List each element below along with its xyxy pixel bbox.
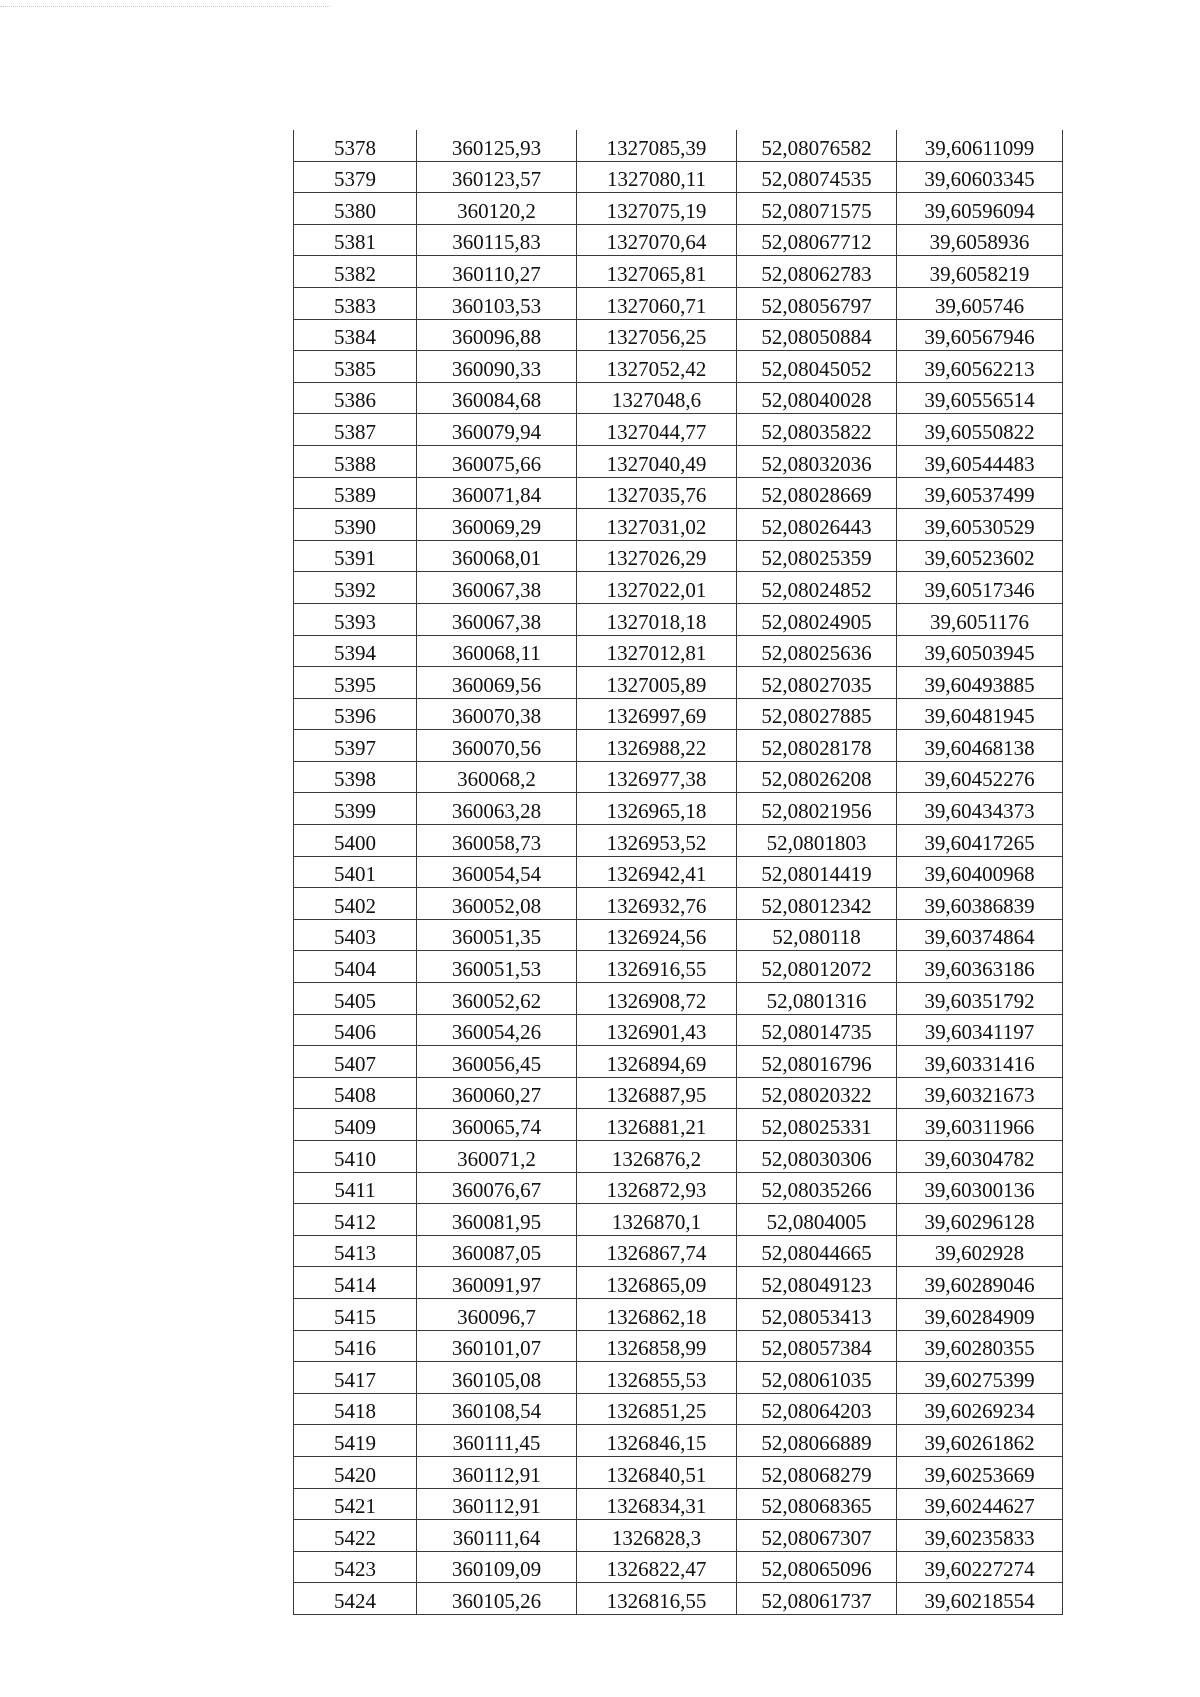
- table-row: [294, 1583, 1063, 1615]
- x-coordinate-cell: 360105,26: [417, 1583, 577, 1615]
- latitude-cell: 52,08032036: [737, 445, 897, 477]
- longitude-cell: 39,60596094: [897, 193, 1063, 225]
- table-row: [294, 1488, 1063, 1520]
- x-coordinate-cell: 360051,53: [417, 951, 577, 983]
- point-number-cell: 5410: [294, 1141, 417, 1173]
- y-coordinate-cell: 1326988,22: [577, 730, 737, 762]
- table-row: [294, 414, 1063, 446]
- latitude-cell: 52,08076582: [737, 130, 897, 161]
- point-number-cell: 5416: [294, 1330, 417, 1362]
- longitude-cell: 39,60253669: [897, 1456, 1063, 1488]
- latitude-cell: 52,08027885: [737, 698, 897, 730]
- latitude-cell: 52,080118: [737, 919, 897, 951]
- point-number-cell: 5418: [294, 1393, 417, 1425]
- latitude-cell: 52,08061737: [737, 1583, 897, 1615]
- point-number-cell: 5379: [294, 161, 417, 193]
- longitude-cell: 39,60481945: [897, 698, 1063, 730]
- longitude-cell: 39,60562213: [897, 351, 1063, 383]
- x-coordinate-cell: 360058,73: [417, 825, 577, 857]
- point-number-cell: 5385: [294, 351, 417, 383]
- y-coordinate-cell: 1327065,81: [577, 256, 737, 288]
- y-coordinate-cell: 1326846,15: [577, 1425, 737, 1457]
- table-row: [294, 1551, 1063, 1583]
- table-row: [294, 635, 1063, 667]
- latitude-cell: 52,0801803: [737, 825, 897, 857]
- table-row: [294, 888, 1063, 920]
- latitude-cell: 52,08040028: [737, 382, 897, 414]
- x-coordinate-cell: 360060,27: [417, 1077, 577, 1109]
- point-number-cell: 5389: [294, 477, 417, 509]
- y-coordinate-cell: 1326901,43: [577, 1014, 737, 1046]
- y-coordinate-cell: 1327035,76: [577, 477, 737, 509]
- point-number-cell: 5412: [294, 1204, 417, 1236]
- point-number-cell: 5408: [294, 1077, 417, 1109]
- point-number-cell: 5383: [294, 287, 417, 319]
- y-coordinate-cell: 1327060,71: [577, 287, 737, 319]
- latitude-cell: 52,08035822: [737, 414, 897, 446]
- point-number-cell: 5401: [294, 856, 417, 888]
- longitude-cell: 39,605746: [897, 287, 1063, 319]
- longitude-cell: 39,60280355: [897, 1330, 1063, 1362]
- longitude-cell: 39,6051176: [897, 603, 1063, 635]
- latitude-cell: 52,08012072: [737, 951, 897, 983]
- longitude-cell: 39,60321673: [897, 1077, 1063, 1109]
- y-coordinate-cell: 1326862,18: [577, 1298, 737, 1330]
- latitude-cell: 52,08065096: [737, 1551, 897, 1583]
- coordinates-table: [293, 130, 1063, 1615]
- latitude-cell: 52,08053413: [737, 1298, 897, 1330]
- x-coordinate-cell: 360052,08: [417, 888, 577, 920]
- point-number-cell: 5395: [294, 667, 417, 699]
- latitude-cell: 52,08044665: [737, 1235, 897, 1267]
- longitude-cell: 39,60227274: [897, 1551, 1063, 1583]
- table-row: [294, 856, 1063, 888]
- x-coordinate-cell: 360105,08: [417, 1362, 577, 1394]
- longitude-cell: 39,60468138: [897, 730, 1063, 762]
- y-coordinate-cell: 1327031,02: [577, 509, 737, 541]
- longitude-cell: 39,60331416: [897, 1046, 1063, 1078]
- table-row: [294, 825, 1063, 857]
- latitude-cell: 52,08035266: [737, 1172, 897, 1204]
- table-row: [294, 1077, 1063, 1109]
- longitude-cell: 39,60374864: [897, 919, 1063, 951]
- point-number-cell: 5423: [294, 1551, 417, 1583]
- table-row: [294, 256, 1063, 288]
- table-row: [294, 477, 1063, 509]
- x-coordinate-cell: 360087,05: [417, 1235, 577, 1267]
- point-number-cell: 5378: [294, 130, 417, 161]
- y-coordinate-cell: 1326865,09: [577, 1267, 737, 1299]
- x-coordinate-cell: 360070,38: [417, 698, 577, 730]
- y-coordinate-cell: 1327052,42: [577, 351, 737, 383]
- point-number-cell: 5422: [294, 1520, 417, 1552]
- longitude-cell: 39,60503945: [897, 635, 1063, 667]
- x-coordinate-cell: 360079,94: [417, 414, 577, 446]
- latitude-cell: 52,08056797: [737, 287, 897, 319]
- latitude-cell: 52,08028669: [737, 477, 897, 509]
- x-coordinate-cell: 360096,88: [417, 319, 577, 351]
- table-row: [294, 1014, 1063, 1046]
- point-number-cell: 5381: [294, 224, 417, 256]
- table-row: [294, 540, 1063, 572]
- table-row: [294, 1046, 1063, 1078]
- x-coordinate-cell: 360071,84: [417, 477, 577, 509]
- longitude-cell: 39,60341197: [897, 1014, 1063, 1046]
- y-coordinate-cell: 1327075,19: [577, 193, 737, 225]
- x-coordinate-cell: 360068,01: [417, 540, 577, 572]
- y-coordinate-cell: 1326858,99: [577, 1330, 737, 1362]
- longitude-cell: 39,60289046: [897, 1267, 1063, 1299]
- longitude-cell: 39,60351792: [897, 983, 1063, 1015]
- point-number-cell: 5380: [294, 193, 417, 225]
- longitude-cell: 39,60235833: [897, 1520, 1063, 1552]
- longitude-cell: 39,60218554: [897, 1583, 1063, 1615]
- latitude-cell: 52,08028178: [737, 730, 897, 762]
- latitude-cell: 52,08020322: [737, 1077, 897, 1109]
- y-coordinate-cell: 1326828,3: [577, 1520, 737, 1552]
- table-row: [294, 445, 1063, 477]
- x-coordinate-cell: 360070,56: [417, 730, 577, 762]
- longitude-cell: 39,60386839: [897, 888, 1063, 920]
- y-coordinate-cell: 1326997,69: [577, 698, 737, 730]
- longitude-cell: 39,6058936: [897, 224, 1063, 256]
- x-coordinate-cell: 360103,53: [417, 287, 577, 319]
- y-coordinate-cell: 1327070,64: [577, 224, 737, 256]
- latitude-cell: 52,08066889: [737, 1425, 897, 1457]
- point-number-cell: 5424: [294, 1583, 417, 1615]
- x-coordinate-cell: 360076,67: [417, 1172, 577, 1204]
- point-number-cell: 5407: [294, 1046, 417, 1078]
- y-coordinate-cell: 1327048,6: [577, 382, 737, 414]
- longitude-cell: 39,6058219: [897, 256, 1063, 288]
- y-coordinate-cell: 1326876,2: [577, 1141, 737, 1173]
- point-number-cell: 5387: [294, 414, 417, 446]
- x-coordinate-cell: 360110,27: [417, 256, 577, 288]
- point-number-cell: 5392: [294, 572, 417, 604]
- latitude-cell: 52,08012342: [737, 888, 897, 920]
- latitude-cell: 52,08068279: [737, 1456, 897, 1488]
- table-row: [294, 161, 1063, 193]
- point-number-cell: 5417: [294, 1362, 417, 1394]
- x-coordinate-cell: 360056,45: [417, 1046, 577, 1078]
- latitude-cell: 52,08027035: [737, 667, 897, 699]
- latitude-cell: 52,08074535: [737, 161, 897, 193]
- y-coordinate-cell: 1326932,76: [577, 888, 737, 920]
- x-coordinate-cell: 360065,74: [417, 1109, 577, 1141]
- longitude-cell: 39,60300136: [897, 1172, 1063, 1204]
- latitude-cell: 52,08049123: [737, 1267, 897, 1299]
- y-coordinate-cell: 1326855,53: [577, 1362, 737, 1394]
- table-row: [294, 224, 1063, 256]
- x-coordinate-cell: 360090,33: [417, 351, 577, 383]
- latitude-cell: 52,08061035: [737, 1362, 897, 1394]
- latitude-cell: 52,08057384: [737, 1330, 897, 1362]
- longitude-cell: 39,60363186: [897, 951, 1063, 983]
- latitude-cell: 52,08030306: [737, 1141, 897, 1173]
- x-coordinate-cell: 360112,91: [417, 1456, 577, 1488]
- y-coordinate-cell: 1327018,18: [577, 603, 737, 635]
- point-number-cell: 5415: [294, 1298, 417, 1330]
- longitude-cell: 39,60517346: [897, 572, 1063, 604]
- x-coordinate-cell: 360067,38: [417, 572, 577, 604]
- longitude-cell: 39,60275399: [897, 1362, 1063, 1394]
- x-coordinate-cell: 360069,29: [417, 509, 577, 541]
- table-row: [294, 1267, 1063, 1299]
- y-coordinate-cell: 1327026,29: [577, 540, 737, 572]
- latitude-cell: 52,08025331: [737, 1109, 897, 1141]
- table-row: [294, 193, 1063, 225]
- longitude-cell: 39,60261862: [897, 1425, 1063, 1457]
- x-coordinate-cell: 360067,38: [417, 603, 577, 635]
- x-coordinate-cell: 360123,57: [417, 161, 577, 193]
- x-coordinate-cell: 360054,26: [417, 1014, 577, 1046]
- point-number-cell: 5411: [294, 1172, 417, 1204]
- coordinates-table-body: [294, 130, 1063, 1614]
- latitude-cell: 52,08062783: [737, 256, 897, 288]
- table-row: [294, 793, 1063, 825]
- point-number-cell: 5390: [294, 509, 417, 541]
- y-coordinate-cell: 1327044,77: [577, 414, 737, 446]
- point-number-cell: 5394: [294, 635, 417, 667]
- y-coordinate-cell: 1326840,51: [577, 1456, 737, 1488]
- longitude-cell: 39,60400968: [897, 856, 1063, 888]
- point-number-cell: 5409: [294, 1109, 417, 1141]
- x-coordinate-cell: 360109,09: [417, 1551, 577, 1583]
- x-coordinate-cell: 360108,54: [417, 1393, 577, 1425]
- point-number-cell: 5421: [294, 1488, 417, 1520]
- y-coordinate-cell: 1326816,55: [577, 1583, 737, 1615]
- table-row: [294, 983, 1063, 1015]
- longitude-cell: 39,60269234: [897, 1393, 1063, 1425]
- y-coordinate-cell: 1326851,25: [577, 1393, 737, 1425]
- point-number-cell: 5420: [294, 1456, 417, 1488]
- x-coordinate-cell: 360120,2: [417, 193, 577, 225]
- y-coordinate-cell: 1326908,72: [577, 983, 737, 1015]
- point-number-cell: 5402: [294, 888, 417, 920]
- y-coordinate-cell: 1326894,69: [577, 1046, 737, 1078]
- table-row: [294, 1109, 1063, 1141]
- x-coordinate-cell: 360051,35: [417, 919, 577, 951]
- longitude-cell: 39,60311966: [897, 1109, 1063, 1141]
- longitude-cell: 39,60434373: [897, 793, 1063, 825]
- latitude-cell: 52,08071575: [737, 193, 897, 225]
- y-coordinate-cell: 1326870,1: [577, 1204, 737, 1236]
- point-number-cell: 5388: [294, 445, 417, 477]
- table-row: [294, 1393, 1063, 1425]
- table-row: [294, 1456, 1063, 1488]
- table-row: [294, 919, 1063, 951]
- table-row: [294, 1235, 1063, 1267]
- latitude-cell: 52,08026443: [737, 509, 897, 541]
- point-number-cell: 5397: [294, 730, 417, 762]
- longitude-cell: 39,60530529: [897, 509, 1063, 541]
- longitude-cell: 39,60304782: [897, 1141, 1063, 1173]
- table-row: [294, 1204, 1063, 1236]
- x-coordinate-cell: 360069,56: [417, 667, 577, 699]
- y-coordinate-cell: 1326942,41: [577, 856, 737, 888]
- y-coordinate-cell: 1326953,52: [577, 825, 737, 857]
- point-number-cell: 5419: [294, 1425, 417, 1457]
- table-row: [294, 287, 1063, 319]
- table-row: [294, 572, 1063, 604]
- y-coordinate-cell: 1327012,81: [577, 635, 737, 667]
- y-coordinate-cell: 1326822,47: [577, 1551, 737, 1583]
- point-number-cell: 5406: [294, 1014, 417, 1046]
- latitude-cell: 52,08021956: [737, 793, 897, 825]
- point-number-cell: 5404: [294, 951, 417, 983]
- y-coordinate-cell: 1327080,11: [577, 161, 737, 193]
- point-number-cell: 5386: [294, 382, 417, 414]
- longitude-cell: 39,60523602: [897, 540, 1063, 572]
- point-number-cell: 5382: [294, 256, 417, 288]
- point-number-cell: 5399: [294, 793, 417, 825]
- table-row: [294, 730, 1063, 762]
- point-number-cell: 5393: [294, 603, 417, 635]
- point-number-cell: 5384: [294, 319, 417, 351]
- x-coordinate-cell: 360112,91: [417, 1488, 577, 1520]
- longitude-cell: 39,602928: [897, 1235, 1063, 1267]
- table-row: [294, 1362, 1063, 1394]
- point-number-cell: 5391: [294, 540, 417, 572]
- y-coordinate-cell: 1326977,38: [577, 761, 737, 793]
- x-coordinate-cell: 360068,11: [417, 635, 577, 667]
- longitude-cell: 39,60567946: [897, 319, 1063, 351]
- point-number-cell: 5400: [294, 825, 417, 857]
- longitude-cell: 39,60556514: [897, 382, 1063, 414]
- x-coordinate-cell: 360111,64: [417, 1520, 577, 1552]
- y-coordinate-cell: 1327005,89: [577, 667, 737, 699]
- table-row: [294, 1141, 1063, 1173]
- latitude-cell: 52,08045052: [737, 351, 897, 383]
- y-coordinate-cell: 1327085,39: [577, 130, 737, 161]
- latitude-cell: 52,08016796: [737, 1046, 897, 1078]
- longitude-cell: 39,60296128: [897, 1204, 1063, 1236]
- table-row: [294, 1172, 1063, 1204]
- y-coordinate-cell: 1326965,18: [577, 793, 737, 825]
- x-coordinate-cell: 360091,97: [417, 1267, 577, 1299]
- latitude-cell: 52,0804005: [737, 1204, 897, 1236]
- y-coordinate-cell: 1326881,21: [577, 1109, 737, 1141]
- table-row: [294, 761, 1063, 793]
- table-row: [294, 351, 1063, 383]
- point-number-cell: 5398: [294, 761, 417, 793]
- point-number-cell: 5413: [294, 1235, 417, 1267]
- x-coordinate-cell: 360075,66: [417, 445, 577, 477]
- table-row: [294, 509, 1063, 541]
- table-row: [294, 1520, 1063, 1552]
- x-coordinate-cell: 360052,62: [417, 983, 577, 1015]
- point-number-cell: 5414: [294, 1267, 417, 1299]
- table-row: [294, 382, 1063, 414]
- y-coordinate-cell: 1326924,56: [577, 919, 737, 951]
- x-coordinate-cell: 360101,07: [417, 1330, 577, 1362]
- point-number-cell: 5405: [294, 983, 417, 1015]
- x-coordinate-cell: 360068,2: [417, 761, 577, 793]
- y-coordinate-cell: 1327056,25: [577, 319, 737, 351]
- table-row: [294, 319, 1063, 351]
- longitude-cell: 39,60284909: [897, 1298, 1063, 1330]
- x-coordinate-cell: 360115,83: [417, 224, 577, 256]
- longitude-cell: 39,60417265: [897, 825, 1063, 857]
- longitude-cell: 39,60537499: [897, 477, 1063, 509]
- y-coordinate-cell: 1326867,74: [577, 1235, 737, 1267]
- longitude-cell: 39,60244627: [897, 1488, 1063, 1520]
- latitude-cell: 52,08024905: [737, 603, 897, 635]
- y-coordinate-cell: 1326916,55: [577, 951, 737, 983]
- latitude-cell: 52,0801316: [737, 983, 897, 1015]
- latitude-cell: 52,08067712: [737, 224, 897, 256]
- x-coordinate-cell: 360063,28: [417, 793, 577, 825]
- latitude-cell: 52,08026208: [737, 761, 897, 793]
- longitude-cell: 39,60493885: [897, 667, 1063, 699]
- x-coordinate-cell: 360125,93: [417, 130, 577, 161]
- latitude-cell: 52,08064203: [737, 1393, 897, 1425]
- latitude-cell: 52,08024852: [737, 572, 897, 604]
- longitude-cell: 39,60611099: [897, 130, 1063, 161]
- latitude-cell: 52,08050884: [737, 319, 897, 351]
- table-row: [294, 1425, 1063, 1457]
- x-coordinate-cell: 360096,7: [417, 1298, 577, 1330]
- table-row: [294, 1298, 1063, 1330]
- x-coordinate-cell: 360111,45: [417, 1425, 577, 1457]
- longitude-cell: 39,60452276: [897, 761, 1063, 793]
- y-coordinate-cell: 1326887,95: [577, 1077, 737, 1109]
- latitude-cell: 52,08067307: [737, 1520, 897, 1552]
- x-coordinate-cell: 360081,95: [417, 1204, 577, 1236]
- latitude-cell: 52,08025359: [737, 540, 897, 572]
- table-row: [294, 1330, 1063, 1362]
- table-row: [294, 130, 1063, 161]
- y-coordinate-cell: 1327022,01: [577, 572, 737, 604]
- latitude-cell: 52,08025636: [737, 635, 897, 667]
- point-number-cell: 5403: [294, 919, 417, 951]
- x-coordinate-cell: 360054,54: [417, 856, 577, 888]
- longitude-cell: 39,60544483: [897, 445, 1063, 477]
- longitude-cell: 39,60603345: [897, 161, 1063, 193]
- table-row: [294, 698, 1063, 730]
- table-row: [294, 667, 1063, 699]
- scan-artifact: [0, 6, 330, 11]
- x-coordinate-cell: 360084,68: [417, 382, 577, 414]
- x-coordinate-cell: 360071,2: [417, 1141, 577, 1173]
- latitude-cell: 52,08068365: [737, 1488, 897, 1520]
- table-row: [294, 603, 1063, 635]
- y-coordinate-cell: 1326834,31: [577, 1488, 737, 1520]
- y-coordinate-cell: 1326872,93: [577, 1172, 737, 1204]
- y-coordinate-cell: 1327040,49: [577, 445, 737, 477]
- table-row: [294, 951, 1063, 983]
- point-number-cell: 5396: [294, 698, 417, 730]
- latitude-cell: 52,08014419: [737, 856, 897, 888]
- longitude-cell: 39,60550822: [897, 414, 1063, 446]
- latitude-cell: 52,08014735: [737, 1014, 897, 1046]
